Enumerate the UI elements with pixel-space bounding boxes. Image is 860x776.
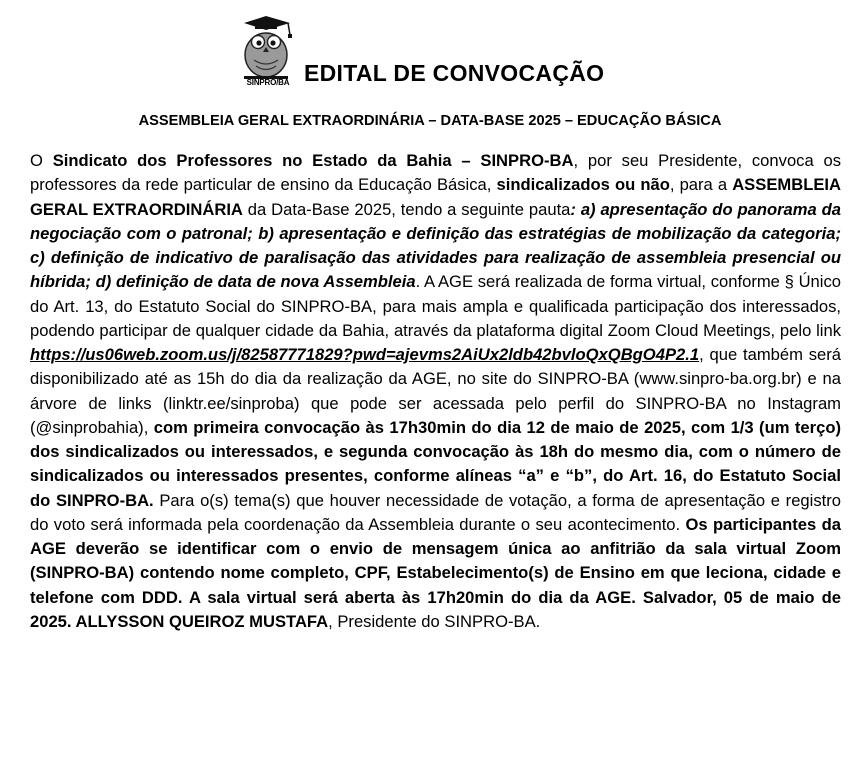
page-title: EDITAL DE CONVOCAÇÃO (304, 60, 605, 86)
convocation-times: com primeira convocação às 17h30min do dia 12 de maio de 2025, com 1/3 (um terço) dos sindicalizados ou interessados, e segunda convocação às 18h do mesmo dia, com o número de sindicalizados ou interessados presentes, conforme alíneas “a” e “b”, do Art. 16, do Estatuto Social do SINPRO-BA. (30, 417, 841, 510)
body-segment: , que também será disponibilizado até as 15h do dia da realização da AGE, no site do SINPRO-BA (www.sinpro-ba.org.br) e na árvore de links (linktr.ee/sinproba) que pode ser acessada pelo perfil do SINPRO-BA no Instagram (@sinprobahia), (30, 345, 841, 437)
logo-text: SINPRO/BA (246, 78, 290, 87)
body-segment: da Data-Base 2025, tendo a seguinte pauta (242, 199, 571, 219)
body-segment: , Presidente do SINPRO-BA. (328, 611, 541, 631)
participant-instructions: Os participantes da AGE deverão se identificar com o envio de mensagem única ao anfitrião da sala virtual Zoom (SINPRO-BA) contendo nome completo, CPF, Estabelecimento(s) de Ensino em que leciona, cidade e telefone com DDD. A sala virtual será aberta às 17h20min do dia da AGE. Salvador, 05 de maio de 2025. ALLYSSON QUEIROZ MUSTAFA (30, 514, 841, 631)
body-segment: Para o(s) tema(s) que houver necessidade de votação, a forma de apresentação e registro do voto será informada pela coordenação da Assembleia durante o seu acontecimento. (30, 490, 841, 534)
subtitle: ASSEMBLEIA GERAL EXTRAORDINÁRIA – DATA-BASE 2025 – EDUCAÇÃO BÁSICA (138, 113, 722, 129)
owl-logo-icon (236, 10, 300, 80)
body-emphasis: sindicalizados ou não (496, 175, 670, 195)
zoom-link[interactable]: https://us06web.zoom.us/j/82587771829?pwd=ajevms2AiUx2ldb42bvloQxQBgO4P2.1 (30, 345, 700, 364)
body-segment: , para a (669, 175, 733, 195)
agenda: : a) apresentação do panorama da negociação com o patronal; b) apresentação e definição das estratégias de mobilização da categoria; c) definição de indicativo de paralisação das atividades para realização de assembleia presencial ou híbrida; d) definição de data de nova Assembleia (30, 199, 841, 292)
body-segment: , por seu Presidente, convoca os professores da rede particular de ensino da Educação Básica, (30, 151, 841, 195)
assembly-name: ASSEMBLEIA GERAL EXTRAORDINÁRIA (30, 175, 841, 219)
sinpro-logo (236, 10, 300, 92)
union-name: Sindicato dos Professores no Estado da Bahia – SINPRO-BA (52, 151, 574, 170)
header (0, 0, 860, 100)
notice-body (30, 149, 841, 634)
body-segment: . A AGE será realizada de forma virtual, conforme § Único do Art. 13, do Estatuto Social do SINPRO-BA, para mais ampla e qualificada participação dos interessados, podendo participar de qualquer cidade da Bahia, através da plataforma digital Zoom Cloud Meetings, pelo link (30, 272, 841, 340)
body-segment: O (30, 151, 53, 170)
